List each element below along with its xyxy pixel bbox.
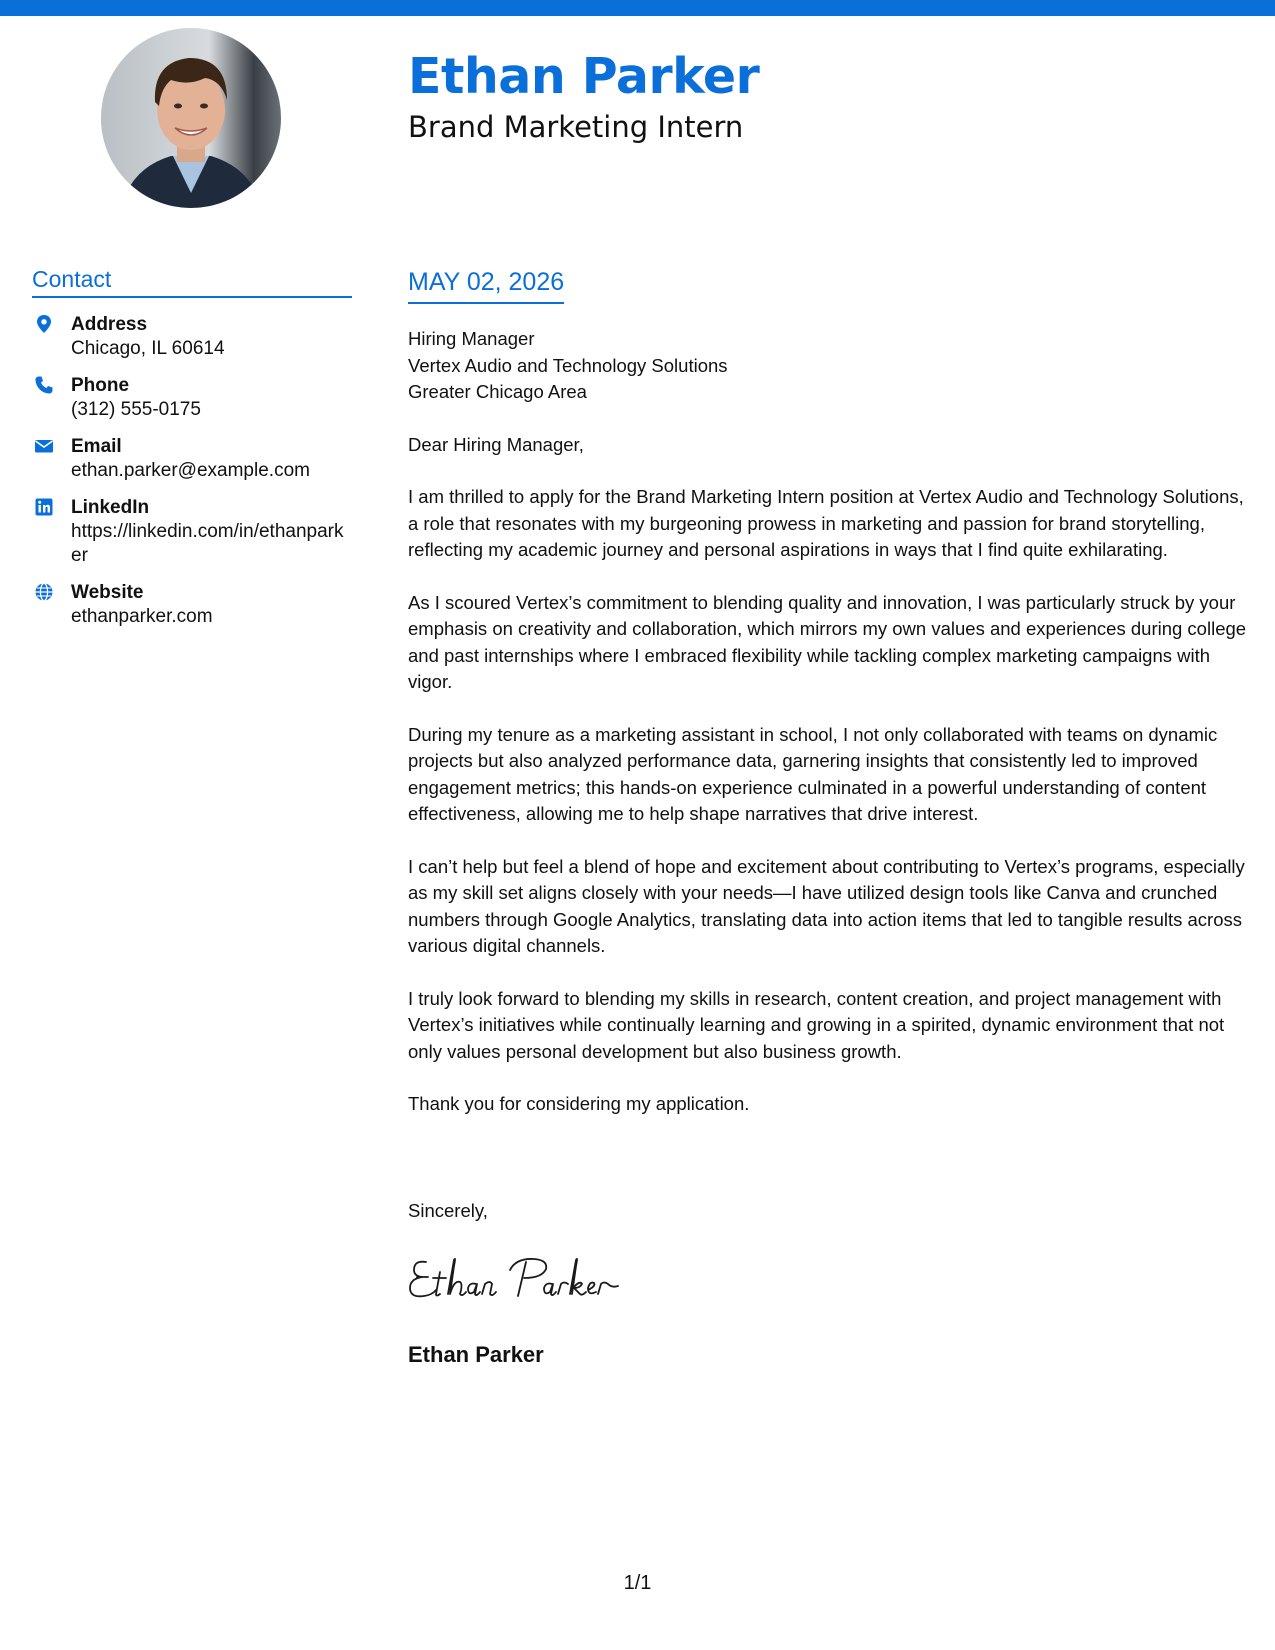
contact-phone	[32, 373, 352, 422]
contact-heading: Contact	[32, 266, 352, 298]
paragraph: I can’t help but feel a blend of hope and excitement about contributing to Vertex’s programs, especially as my skill set aligns closely with your needs—I have utilized design tools like Canva and crunched numbers through Google Analytics, translating data into action items that led to tangible results across various digital channels.	[408, 855, 1245, 956]
letter-body	[408, 268, 1248, 1118]
candidate-name: Ethan Parker	[408, 48, 760, 105]
contact-address	[32, 312, 352, 361]
signer-name: Ethan Parker	[408, 1342, 544, 1367]
letter-date: MAY 02, 2026	[408, 268, 565, 296]
salutation: Dear Hiring Manager,	[408, 433, 584, 455]
website-label: Website	[71, 582, 144, 603]
job-title: Brand Marketing Intern	[408, 110, 744, 144]
envelope-icon	[34, 436, 54, 456]
recipient-line: Greater Chicago Area	[408, 381, 587, 402]
linkedin-value[interactable]: https://linkedin.com/in/ethanparker	[71, 521, 344, 566]
page-number: 1/1	[623, 1572, 652, 1594]
paragraph: I am thrilled to apply for the Brand Marketing Intern position at Vertex Audio and Technology Solutions, a role that resonates with my burgeoning prowess in marketing and passion for brand storytelling, reflecting my academic journey and personal aspirations in ways that I find quite exhilarating.	[408, 486, 1244, 560]
website-value[interactable]: ethanparker.com	[71, 606, 213, 627]
contact-email	[32, 434, 352, 483]
recipient-block	[408, 326, 1248, 406]
linkedin-icon	[34, 497, 54, 517]
closing: Sincerely,	[408, 1200, 488, 1221]
paragraph: Thank you for considering my application.	[408, 1093, 750, 1114]
phone-icon	[34, 375, 54, 395]
phone-label: Phone	[71, 375, 130, 396]
email-label: Email	[71, 436, 122, 457]
contact-website	[32, 580, 352, 629]
recipient-line: Hiring Manager	[408, 328, 535, 349]
location-pin-icon	[34, 314, 54, 334]
profile-photo	[101, 28, 281, 208]
linkedin-label: LinkedIn	[71, 497, 150, 518]
recipient-line: Vertex Audio and Technology Solutions	[408, 354, 728, 376]
phone-value: (312) 555-0175	[71, 399, 201, 420]
address-value: Chicago, IL 60614	[71, 338, 225, 359]
paragraph: As I scoured Vertex’s commitment to blending quality and innovation, I was particularly struck by your emphasis on creativity and collaboration, which mirrors my own values and experiences during college and past internships where I embraced flexibility while tackling complex marketing campaigns with vigor.	[408, 591, 1247, 692]
handwritten-signature	[406, 1250, 636, 1309]
globe-icon	[34, 582, 54, 602]
top-accent-bar	[0, 0, 1275, 16]
contact-linkedin	[32, 495, 352, 568]
paragraph: During my tenure as a marketing assistant in school, I not only collaborated with teams on dynamic projects but also analyzed performance data, garnering insights that consistently led to improved engagement metrics; this hands-on experience culminated in a powerful understanding of content effectiveness, allowing me to help shape narratives that drive interest.	[408, 723, 1218, 824]
address-label: Address	[71, 314, 148, 335]
paragraph: I truly look forward to blending my skills in research, content creation, and project management with Vertex’s initiatives while continually learning and growing in a spirited, dynamic environment that not only values personal development but also business growth.	[408, 987, 1225, 1062]
email-value[interactable]: ethan.parker@example.com	[71, 460, 310, 481]
contact-sidebar	[32, 266, 352, 641]
date-block	[408, 268, 564, 304]
